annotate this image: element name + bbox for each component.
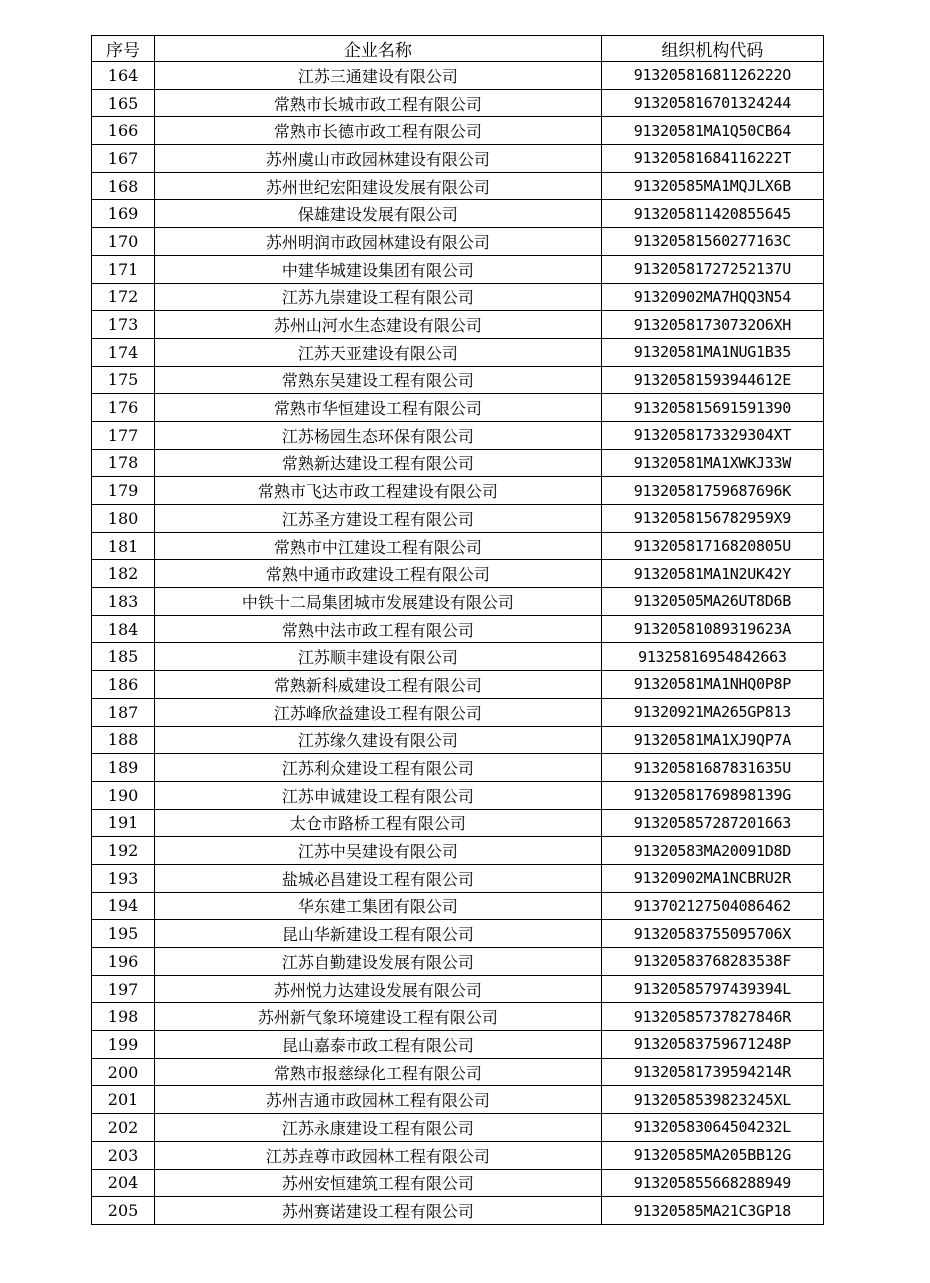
cell-org-code: 91320585MA21C3GP18 (601, 1197, 823, 1225)
cell-company-name: 中建华城建设集团有限公司 (155, 255, 602, 283)
cell-company-name: 苏州虞山市政园林建设有限公司 (155, 145, 602, 173)
table-row (92, 809, 824, 837)
cell-company-name: 苏州世纪宏阳建设发展有限公司 (155, 172, 602, 200)
cell-org-code: 913205817332930​4XT (601, 421, 823, 449)
table-row (92, 1114, 824, 1142)
cell-index: 195 (92, 920, 155, 948)
header-name: 企业名称 (155, 36, 602, 62)
cell-company-name: 苏州悦力达建设发展有限公司 (155, 975, 602, 1003)
cell-org-code: 91320581687831635U (601, 754, 823, 782)
table-row (92, 781, 824, 809)
cell-index: 167 (92, 145, 155, 173)
cell-company-name: 江苏峰欣益建设工程有限公司 (155, 698, 602, 726)
cell-index: 185 (92, 643, 155, 671)
cell-org-code: 91320585797439394L (601, 975, 823, 1003)
cell-index: 174 (92, 338, 155, 366)
cell-company-name: 华东建工集团有限公司 (155, 892, 602, 920)
cell-org-code: 913205857287201663 (601, 809, 823, 837)
cell-company-name: 江苏缘久建设有限公司 (155, 726, 602, 754)
table-row (92, 588, 824, 616)
cell-org-code: 91320581681126222O (601, 62, 823, 90)
table-row (92, 643, 824, 671)
cell-org-code: 91320581716820805U (601, 532, 823, 560)
cell-org-code: 91320581739594214R (601, 1058, 823, 1086)
table-row (92, 1169, 824, 1197)
table-row (92, 726, 824, 754)
cell-company-name: 苏州山河水生态建设有限公司 (155, 311, 602, 339)
table-row (92, 505, 824, 533)
table-row (92, 1197, 824, 1225)
cell-index: 203 (92, 1141, 155, 1169)
table-row (92, 1141, 824, 1169)
cell-org-code: 91320581MA1NUG1B35 (601, 338, 823, 366)
table-row (92, 228, 824, 256)
cell-index: 204 (92, 1169, 155, 1197)
cell-index: 199 (92, 1031, 155, 1059)
cell-index: 170 (92, 228, 155, 256)
cell-index: 179 (92, 477, 155, 505)
cell-company-name: 江苏中吴建设有限公司 (155, 837, 602, 865)
cell-index: 180 (92, 505, 155, 533)
table-row (92, 200, 824, 228)
cell-org-code: 913205811420855645 (601, 200, 823, 228)
cell-org-code: 913205816701324244 (601, 89, 823, 117)
cell-company-name: 苏州吉通市政园林工程有限公司 (155, 1086, 602, 1114)
cell-org-code: 91320921MA265GP813 (601, 698, 823, 726)
cell-org-code: 91320581MA1XJ9QP7A (601, 726, 823, 754)
cell-org-code: 91320581684116222T (601, 145, 823, 173)
cell-company-name: 江苏天亚建设有限公司 (155, 338, 602, 366)
table-row (92, 421, 824, 449)
cell-company-name: 常熟市飞达市政工程建设有限公司 (155, 477, 602, 505)
table-row (92, 948, 824, 976)
cell-company-name: 常熟中通市政建设工程有限公司 (155, 560, 602, 588)
cell-index: 200 (92, 1058, 155, 1086)
cell-index: 189 (92, 754, 155, 782)
table-row (92, 338, 824, 366)
cell-company-name: 江苏顺丰建设有限公司 (155, 643, 602, 671)
header-row (92, 36, 824, 62)
cell-org-code: 913205855668288949 (601, 1169, 823, 1197)
table-row (92, 1031, 824, 1059)
cell-index: 173 (92, 311, 155, 339)
cell-company-name: 常熟市报慈绿化工程有限公司 (155, 1058, 602, 1086)
cell-company-name: 常熟新达建设工程有限公司 (155, 449, 602, 477)
table-row (92, 837, 824, 865)
cell-index: 193 (92, 864, 155, 892)
cell-org-code: 91320581560277163C (601, 228, 823, 256)
cell-company-name: 常熟市中江建设工程有限公司 (155, 532, 602, 560)
table-row (92, 671, 824, 699)
table-row (92, 117, 824, 145)
table-row (92, 145, 824, 173)
cell-company-name: 常熟新科威建设工程有限公司 (155, 671, 602, 699)
cell-company-name: 江苏永康建设工程有限公司 (155, 1114, 602, 1142)
cell-index: 181 (92, 532, 155, 560)
cell-company-name: 常熟市长德市政工程有限公司 (155, 117, 602, 145)
table-row (92, 698, 824, 726)
cell-company-name: 常熟市华恒建设工程有限公司 (155, 394, 602, 422)
header-code: 组织机构代码 (601, 36, 823, 62)
cell-org-code: 91320583064504232L (601, 1114, 823, 1142)
cell-org-code: 91320581593944612E (601, 366, 823, 394)
cell-company-name: 苏州赛诺建设工程有限公司 (155, 1197, 602, 1225)
cell-org-code: 91320585MA205BB12G (601, 1141, 823, 1169)
cell-company-name: 中铁十二局集团城市发展建设有限公司 (155, 588, 602, 616)
table-body (92, 62, 824, 1225)
table-row (92, 311, 824, 339)
table-row (92, 449, 824, 477)
cell-org-code: 91320581MA1N2UK42Y (601, 560, 823, 588)
table-row (92, 920, 824, 948)
cell-org-code: 91320581759687696K (601, 477, 823, 505)
cell-company-name: 常熟中法市政工程有限公司 (155, 615, 602, 643)
cell-org-code: 91320583755095706X (601, 920, 823, 948)
cell-index: 184 (92, 615, 155, 643)
cell-company-name: 盐城必昌建设工程有限公司 (155, 864, 602, 892)
table-row (92, 754, 824, 782)
cell-index: 182 (92, 560, 155, 588)
cell-company-name: 保雄建设发展有限公司 (155, 200, 602, 228)
cell-org-code: 91320581727252137U (601, 255, 823, 283)
cell-company-name: 江苏利众建设工程有限公司 (155, 754, 602, 782)
cell-index: 169 (92, 200, 155, 228)
cell-index: 178 (92, 449, 155, 477)
cell-org-code: 91320581089319623A (601, 615, 823, 643)
table-row (92, 1086, 824, 1114)
cell-org-code: 913205815691591390 (601, 394, 823, 422)
table-row (92, 283, 824, 311)
cell-index: 192 (92, 837, 155, 865)
table-row (92, 532, 824, 560)
table-row (92, 892, 824, 920)
cell-org-code: 91320585398232​45XL (601, 1086, 823, 1114)
cell-index: 196 (92, 948, 155, 976)
table-row (92, 1058, 824, 1086)
cell-org-code: 91320902MA1NCBRU2R (601, 864, 823, 892)
cell-company-name: 常熟东吴建设工程有限公司 (155, 366, 602, 394)
cell-company-name: 太仓市路桥工程有限公司 (155, 809, 602, 837)
cell-company-name: 江苏自勤建设发展有限公司 (155, 948, 602, 976)
company-table (91, 35, 824, 1225)
cell-org-code: 91320583768283538F (601, 948, 823, 976)
cell-index: 176 (92, 394, 155, 422)
cell-index: 168 (92, 172, 155, 200)
cell-org-code: 91325816954842663 (601, 643, 823, 671)
cell-org-code: 91320902MA7HQQ3N54 (601, 283, 823, 311)
cell-company-name: 昆山华新建设工程有限公司 (155, 920, 602, 948)
cell-index: 187 (92, 698, 155, 726)
cell-index: 175 (92, 366, 155, 394)
cell-index: 177 (92, 421, 155, 449)
cell-company-name: 苏州新气象环境建设工程有限公司 (155, 1003, 602, 1031)
table-row (92, 62, 824, 90)
cell-index: 190 (92, 781, 155, 809)
cell-org-code: 91320581769898139G (601, 781, 823, 809)
table-row (92, 1003, 824, 1031)
cell-org-code: 91320581MA1XWKJ33W (601, 449, 823, 477)
cell-company-name: 江苏申诚建设工程有限公司 (155, 781, 602, 809)
table-row (92, 477, 824, 505)
cell-index: 188 (92, 726, 155, 754)
table-row (92, 560, 824, 588)
cell-org-code: 91320585MA1MQJLX6B (601, 172, 823, 200)
cell-index: 191 (92, 809, 155, 837)
table-row (92, 255, 824, 283)
cell-company-name: 江苏垚尊市政园林工程有限公司 (155, 1141, 602, 1169)
cell-index: 186 (92, 671, 155, 699)
cell-org-code: 91320581567829​59X9 (601, 505, 823, 533)
cell-index: 172 (92, 283, 155, 311)
cell-company-name: 江苏圣方建设工程有限公司 (155, 505, 602, 533)
cell-index: 202 (92, 1114, 155, 1142)
table-row (92, 366, 824, 394)
cell-index: 164 (92, 62, 155, 90)
cell-company-name: 苏州明润市政园林建设有限公司 (155, 228, 602, 256)
table-row (92, 394, 824, 422)
cell-org-code: 91320585737827846R (601, 1003, 823, 1031)
cell-company-name: 常熟市长城市政工程有限公司 (155, 89, 602, 117)
cell-index: 166 (92, 117, 155, 145)
cell-index: 194 (92, 892, 155, 920)
cell-org-code: 91320581MA1NHQ0P8P (601, 671, 823, 699)
cell-org-code: 913702127504086462 (601, 892, 823, 920)
header-index: 序号 (92, 36, 155, 62)
cell-org-code: 91320581MA1Q50CB64 (601, 117, 823, 145)
cell-index: 171 (92, 255, 155, 283)
cell-org-code: 91320505MA26UT8D6B (601, 588, 823, 616)
cell-index: 205 (92, 1197, 155, 1225)
cell-org-code: 91320583759671248P (601, 1031, 823, 1059)
cell-index: 201 (92, 1086, 155, 1114)
table-row (92, 864, 824, 892)
table-row (92, 615, 824, 643)
cell-company-name: 昆山嘉泰市政工程有限公司 (155, 1031, 602, 1059)
table-row (92, 172, 824, 200)
cell-index: 165 (92, 89, 155, 117)
cell-index: 197 (92, 975, 155, 1003)
cell-company-name: 江苏九崇建设工程有限公司 (155, 283, 602, 311)
cell-company-name: 苏州安恒建筑工程有限公司 (155, 1169, 602, 1197)
cell-org-code: 91320581730732O6XH (601, 311, 823, 339)
cell-index: 183 (92, 588, 155, 616)
cell-index: 198 (92, 1003, 155, 1031)
cell-company-name: 江苏三通建设有限公司 (155, 62, 602, 90)
table-row (92, 89, 824, 117)
cell-org-code: 91320583MA20091D8D (601, 837, 823, 865)
table-row (92, 975, 824, 1003)
cell-company-name: 江苏杨园生态环保有限公司 (155, 421, 602, 449)
